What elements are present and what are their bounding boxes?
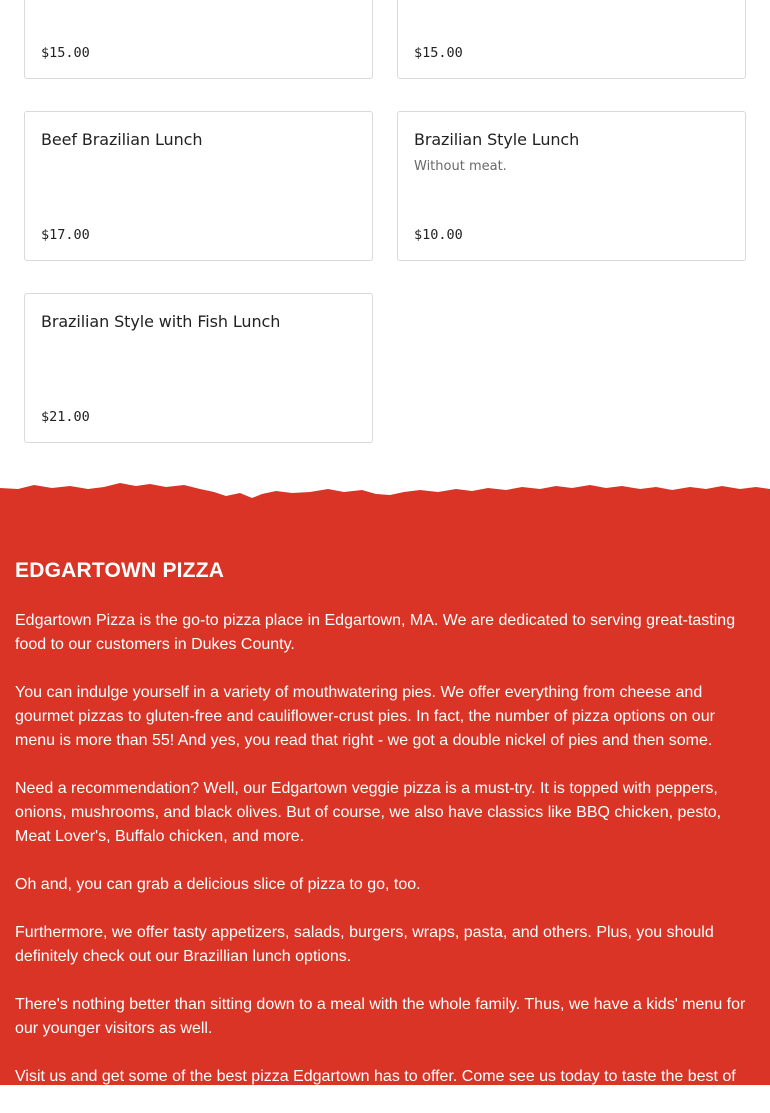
menu-item-name: Beef Brazilian Lunch [41, 130, 203, 149]
menu-item-price: $15.00 [41, 45, 90, 61]
about-title: EDGARTOWN PIZZA [15, 559, 225, 582]
about-paragraph: Visit us and get some of the best pizza Edgartown has to offer. Come see us today to taste the best of Edgartown. [15, 1068, 736, 1109]
about-paragraph: Furthermore, we offer tasty appetizers, salads, burgers, wraps, pasta, and others. Plus, you should definitely check out our Brazillian lunch options. [15, 924, 714, 965]
menu-item-description: Without meat. [414, 159, 507, 174]
menu-item-card[interactable] [24, 293, 373, 443]
menu-item-price: $10.00 [414, 227, 463, 243]
menu-item-price: $21.00 [41, 409, 90, 425]
about-paragraph: Oh and, you can grab a delicious slice of pizza to go, too. [15, 876, 421, 893]
about-section [0, 480, 770, 1109]
about-paragraph: You can indulge yourself in a variety of mouthwatering pies. We offer everything from cheese and gourmet pizzas to gluten-free and cauliflower-crust pies. In fact, the number of pizza options on our menu is more than 55! And yes, you read that right - we got a double nickel of pies and then some. [15, 684, 715, 749]
menu-item-name: Brazilian Style Lunch [414, 130, 580, 149]
menu-item-card[interactable] [397, 0, 746, 79]
menu-item-name: Brazilian Style with Fish Lunch [41, 312, 281, 331]
menu-item-price: $15.00 [414, 45, 463, 61]
menu-item-card[interactable] [24, 111, 373, 261]
menu-item-card[interactable] [24, 0, 373, 79]
about-paragraph: There's nothing better than sitting down to a meal with the whole family. Thus, we have a kids' menu for our younger visitors as well. [15, 996, 746, 1037]
about-paragraph: Edgartown Pizza is the go-to pizza place in Edgartown, MA. We are dedicated to serving great-tasting food to our customers in Dukes County. [15, 612, 736, 653]
menu-item-card[interactable] [397, 111, 746, 261]
menu-item-price: $17.00 [41, 227, 90, 243]
about-paragraph: Need a recommendation? Well, our Edgartown veggie pizza is a must-try. It is topped with peppers, onions, mushrooms, and black olives. But of course, we also have classics like BBQ chicken, pesto, Meat Lover's, Buffalo chicken, and more. [15, 780, 722, 845]
